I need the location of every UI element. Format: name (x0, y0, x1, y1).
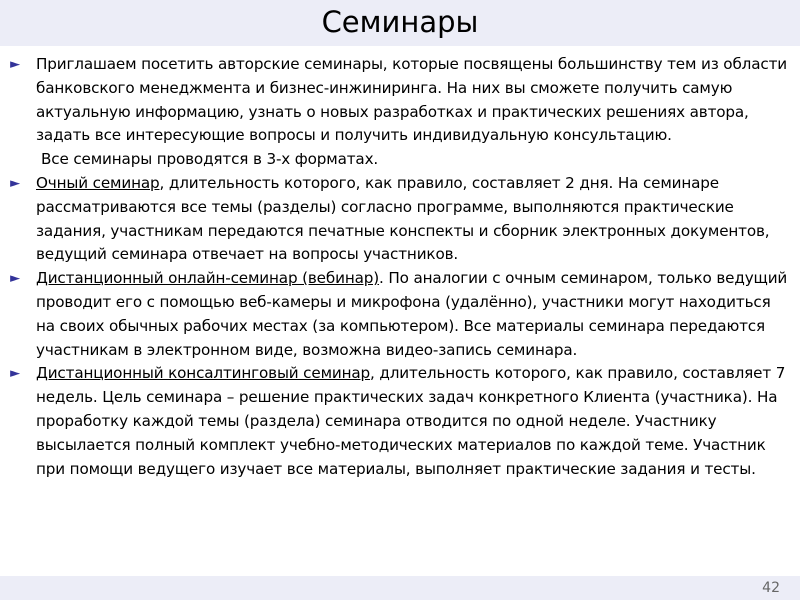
formats-note: Все семинары проводятся в 3-х форматах. (41, 150, 379, 169)
bullet-arrow-icon: ► (10, 57, 20, 72)
footer-bar (0, 576, 800, 600)
webinar-text: . По аналогии с очным семинаром, только ведущий проводит его с помощью веб-камеры и микрофона (удалённо), участники могут находиться на своих обычных рабочих местах (за компьютером). Все материалы семинара передаются участникам в электронном виде, возможна видео-запись семинара. (36, 269, 788, 359)
in-person-seminar-text: , длительность которого, как правило, составляет 2 дня. На семинаре рассматриваются все темы (разделы) согласно программе, выполняются практические задания, участникам передаются печатные конспекты и сборник электронных документов, ведущий семинара отвечает на вопросы участников. (36, 173, 770, 264)
webinar-link[interactable]: Дистанционный онлайн-семинар (вебинар) (36, 269, 380, 288)
bullet-arrow-icon: ► (10, 271, 20, 287)
title-bar (0, 0, 800, 46)
intro-paragraph (10, 53, 794, 148)
bullet-arrow-icon: ► (10, 175, 20, 191)
format-webinar-paragraph (10, 267, 794, 362)
page-number: 42 (762, 580, 780, 596)
slide-content (10, 53, 794, 481)
consulting-seminar-text: , длительность которого, как правило, составляет 7 недель. Цель семинара – решение практических задач конкретного Клиента (участника). На проработку каждой темы (раздела) семинара отводится по одной неделе. Участнику высылается полный комплект учебно-методических материалов по каждой теме. Участник при помощи ведущего изучает все материалы, выполняет практические задания и тесты. (36, 364, 786, 478)
slide-title: Семинары (321, 5, 479, 39)
consulting-seminar-link[interactable]: Дистанционный консалтинговый семинар (36, 364, 371, 383)
in-person-seminar-link[interactable]: Очный семинар (36, 173, 160, 192)
intro-text: Приглашаем посетить авторские семинары, которые посвящены большинству тем из области банковского менеджмента и бизнес-инжиниринга. На них вы сможете получить самую актуальную информацию, узнать о новых разработках и практических решениях автора, задать все интересующие вопросы и получить индивидуальную консультацию. (36, 55, 787, 145)
bullet-arrow-icon: ► (10, 366, 20, 382)
format-consulting-paragraph (10, 362, 794, 481)
format-in-person-paragraph (10, 172, 794, 267)
